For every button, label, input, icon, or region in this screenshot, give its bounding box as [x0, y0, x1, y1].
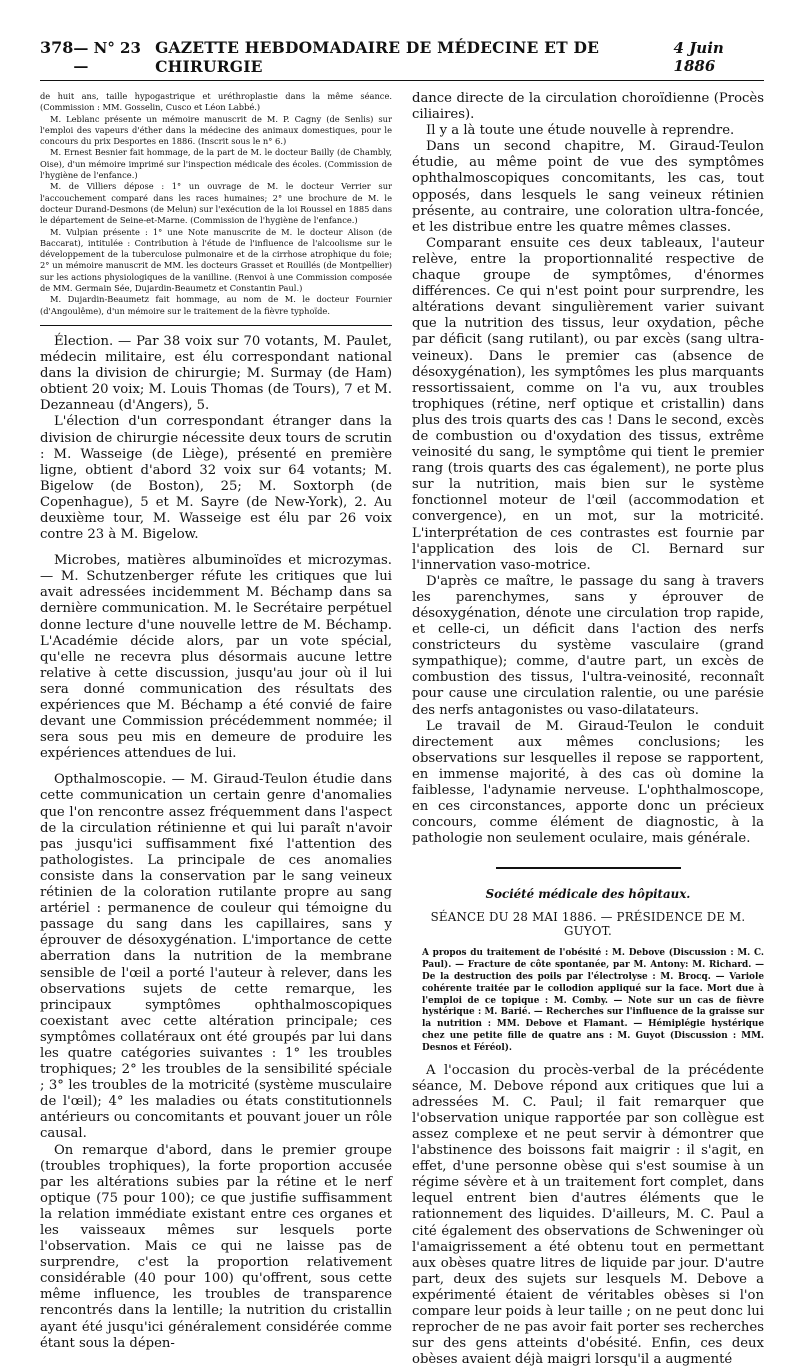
two-column-body [40, 91, 764, 1368]
ophthalmoscopy-section [40, 772, 392, 1351]
debove-paragraph: A l'occasion du procès-verbal de la précédente séance, M. Debove répond aux critiques que lui a adressées M. C. Paul; il fait remarquer que l'observation unique rapportée par son collègue est assez complexe et ne peut servir à démontrer que l'abstinence des boissons fait maigrir : il s'agit, en effet, d'une personne obèse qui s'est soumise à un régime sévère et à un traitement fort complet, dans lequel entrent bien d'autres éléments que le rationnement des liquides. D'ailleurs, M. C. Paul a cité également des observations de Schweninger où l'amaigrissement a été obtenu tout en permettant aux obèses quatre litres de liquide par jour. D'autre part, deux des sujets sur lesquels M. Debove a expérimenté étaient de véritables obèses si l'on compare leur poids à leur taille ; on ne peut donc lui reprocher de ne pas avoir fait porter ses recherches sur des gens atteints d'obésité. Enfin, ces deux obèses avaient déjà maigri lorsqu'il a augmenté [412, 1062, 764, 1368]
ophthalmoscopy-paragraph: On remarque d'abord, dans le premier groupe (troubles trophiques), la forte proportion accusée par les altérations subies par la rétine et le nerf optique (75 pour 100); ce que justifie suffisamment la relation immédiate existant entre ces organes et les vaisseaux mêmes sur lesquels porte l'observation. Mais ce qui ne laisse pas de surprendre, c'est la proportion relativement considérable (40 pour 100) qu'offrent, sous cette même influence, les troubles de transparence rencontrés dans la lentille; la nutrition du cristallin ayant été jusqu'ici généralement considérée comme étant sous la dépen- [40, 1142, 392, 1351]
section-divider [40, 325, 392, 326]
continued-paragraph: D'après ce maître, le passage du sang à travers les parenchymes, sans y éprouver de désoxygénation, dénote une circulation trop rapide, et celle-ci, un déficit dans l'action des nerfs constricteurs du système vasculaire (grand sympathique); comme, d'autre part, un excès de combustion des tissus, l'ultra-veinosité, reconnaît pour cause une circulation ralentie, ou une parésie des nerfs antagonistes ou vaso-dilatateurs. [412, 573, 764, 718]
section-rule [496, 867, 681, 869]
academy-presentations [40, 91, 392, 317]
issue-date: 4 Juin 1886 [673, 39, 724, 75]
session-heading: SÉANCE DU 28 MAI 1886. — PRÉSIDENCE DE M. GUYOT. [430, 910, 746, 939]
page-header [40, 38, 764, 81]
journal-title: GAZETTE HEBDOMADAIRE DE MÉDECINE ET DE CHIRURGIE [155, 38, 600, 76]
microbes-section [40, 553, 392, 762]
ophthalmoscopy-paragraph: Opthalmoscopie. — M. Giraud-Teulon étudie dans cette communication un certain genre d'anomalies que l'on rencontre assez fréquemment dans l'aspect de la circulation rétinienne et qui lui paraît n'avoir pas jusqu'ici suffisamment fixé l'attention des pathologistes. La principale de ces anomalies consiste dans la conservation par le sang veineux rétinien de la coloration rutilante propre au sang artériel : permanence de couleur qui témoigne du passage du sang dans les capillaires, sans y éprouver de désoxygénation. L'importance de cette aberration dans la nutrition de la membrane sensible de l'œil a porté l'auteur à relever, dans les observations sujets de cette remarque, les principaux symptômes ophthalmoscopiques coexistant avec cette altération principale; ces symptômes collatéraux ont été groupés par lui dans les quatre catégories suivantes : 1° les troubles trophiques; 2° les troubles de la sensibilité spéciale ; 3° les troubles de la motricité (système musculaire de l'œil); 4° les maladies ou états constitutionnels antérieurs ou concomitants et pouvant jouer un rôle causal. [40, 772, 392, 1142]
election-paragraph: L'élection d'un correspondant étranger dans la division de chirurgie nécessite deux tours de scrutin : M. Wasseige (de Liège), présenté en première ligne, obtient d'abord 32 voix sur 64 votants; M. Bigelow (de Boston), 25; M. Soxtorph (de Copenhague), 5 et M. Sayre (de New-York), 2. Au deuxième tour, M. Wasseige est élu par 26 voix contre 23 à M. Bigelow. [40, 414, 392, 543]
session-summary [412, 948, 764, 1054]
presentation-paragraph: M. Vulpian présente : 1° une Note manuscrite de M. le docteur Alison (de Baccarat), intitulée : Contribution à l'étude de l'influence de l'alcoolisme sur le développement de la tuberculose pulmonaire et de la cirrhose atrophique du foie; 2° un mémoire manuscrit de MM. les docteurs Grasset et Rouillés (de Montpellier) sur les actions physiologiques de la vanilline. (Renvoi à une Commission composée de MM. Germain Sée, Dujardin-Beaumetz et Constantin Paul.) [40, 226, 392, 294]
continued-paragraph: Le travail de M. Giraud-Teulon le conduit directement aux mêmes conclusions; les observations sur lesquelles il repose se rapportent, en immense majorité, à des cas où domine la faiblesse, l'adynamie nerveuse. L'ophthalmoscope, en ces circonstances, apporte donc un précieux concours, comme élément de diagnostic, à la pathologie non seulement oculaire, mais générale. [412, 718, 764, 847]
summary-text: A propos du traitement de l'obésité : M. Debove (Discussion : M. C. Paul). — Fracture de côte spontanée, par M. Antony: M. Richard. — De la destruction des poils par l'électrolyse : M. Brocq. — Variole cohérente traitée par le collodion appliqué sur la face. Mort due à l'emploi de ce topique : M. Comby. — Note sur un cas de fièvre hystérique : M. Barié. — Recherches sur l'influence de la graisse sur la nutrition : MM. Debove et Flamant. — Hémiplégie hystérique chez une petite fille de quatre ans : M. Guyot (Discussion : MM. Desnos et Féréol). [422, 948, 764, 1053]
ophthalmoscopy-continued [412, 91, 764, 847]
presentation-paragraph: M. Ernest Besnier fait hommage, de la part de M. le docteur Bailly (de Chambly, Oise), d'un mémoire imprimé sur l'inspection médicale des écoles. (Commission de l'hygiène de l'enfance.) [40, 147, 392, 181]
presentation-paragraph: M. Dujardin-Beaumetz fait hommage, au nom de M. le docteur Fournier (d'Angoulême), d'un mémoire sur le traitement de la fièvre typhoïde. [40, 294, 392, 316]
right-column [412, 91, 764, 1368]
society-title: Société médicale des hôpitaux. [485, 887, 691, 902]
presentation-paragraph: M. de Villiers dépose : 1° un ouvrage de M. le docteur Verrier sur l'accouchement comparé dans les races humaines; 2° une brochure de M. le docteur Durand-Desmons (de Melun) sur l'exécution de la loi Roussel en 1885 dans le département de Seine-et-Marne. (Commission de l'hygiène de l'enfance.) [40, 181, 392, 226]
presentation-paragraph: M. Leblanc présente un mémoire manuscrit de M. P. Cagny (de Senlis) sur l'emploi des vapeurs d'éther dans la médecine des animaux domestiques, pour le concours du prix Desportes en 1886. (Inscrit sous le n° 6.) [40, 113, 392, 147]
microbes-paragraph: Microbes, matières albuminoïdes et microzymas. — M. Schutzenberger réfute les critiques que lui avait adressées incidemment M. Béchamp dans sa dernière communication. M. le Secrétaire perpétuel donne lecture d'une nouvelle lettre de M. Béchamp. L'Académie décide alors, par un vote spécial, qu'elle ne recevra plus désormais aucune lettre relative à cette discussion, jusqu'au jour où il lui sera donné communication des résultats des expériences que M. Béchamp a été convié de faire devant une Commission précédemment nommée; il sera sous peu mis en demeure de produire les expériences attendues de lui. [40, 553, 392, 762]
continued-paragraph: Comparant ensuite ces deux tableaux, l'auteur relève, entre la proportionnalité respective de chaque groupe de symptômes, d'énormes différences. Ce qui n'est point pour surprendre, les altérations devant singulièrement varier suivant que la nutrition des tissus, leur oxydation, pêche par déficit (sang rutilant), ou par excès (sang ultra-veineux). Dans le premier cas (absence de désoxygénation), les symptômes les plus marquants ressortissaient, comme on l'a vu, aux troubles trophiques (rétine, nerf optique et cristallin) dans plus des trois quarts des cas ! Dans le second, excès de combustion ou d'oxydation des tissus, extrême veinosité du sang, le symptôme qui tient le premier rang (trois quarts des cas également), ne porte plus sur la nutrition, mais bien sur le système fonctionnel moteur de l'œil (accommodation et convergence), en un mot, sur la motricité. L'interprétation de ces contrastes est fournie par l'application des lois de Cl. Bernard sur l'innervation vaso-motrice. [412, 235, 764, 573]
continued-paragraph: Il y a là toute une étude nouvelle à reprendre. [426, 123, 735, 139]
page-number: 378 [40, 38, 74, 57]
election-section [40, 334, 392, 543]
presentation-paragraph: de huit ans, taille hypogastrique et uréthroplastie dans la même séance. (Commission : MM. Gosselin, Cusco et Léon Labbé.) [40, 91, 392, 113]
debove-section [412, 1063, 764, 1368]
left-column [40, 91, 392, 1368]
issue-number: — N° 23 — [73, 39, 141, 75]
election-paragraph: Élection. — Par 38 voix sur 70 votants, M. Paulet, médecin militaire, est élu correspondant national dans la division de chirurgie; M. Surmay (de Ham) obtient 20 voix; M. Louis Thomas (de Tours), 7 et M. Dezanneau (d'Angers), 5. [40, 333, 392, 414]
continued-paragraph: dance directe de la circulation choroïdienne (Procès ciliaires). [412, 91, 764, 123]
continued-paragraph: Dans un second chapitre, M. Giraud-Teulon étudie, au même point de vue des symptômes ophthalmoscopiques concomitants, les cas, tout opposés, dans lesquels le sang veineux rétinien présente, au contraire, une coloration ultra-foncée, et les distribue entre les quatre mêmes classes. [412, 139, 764, 235]
